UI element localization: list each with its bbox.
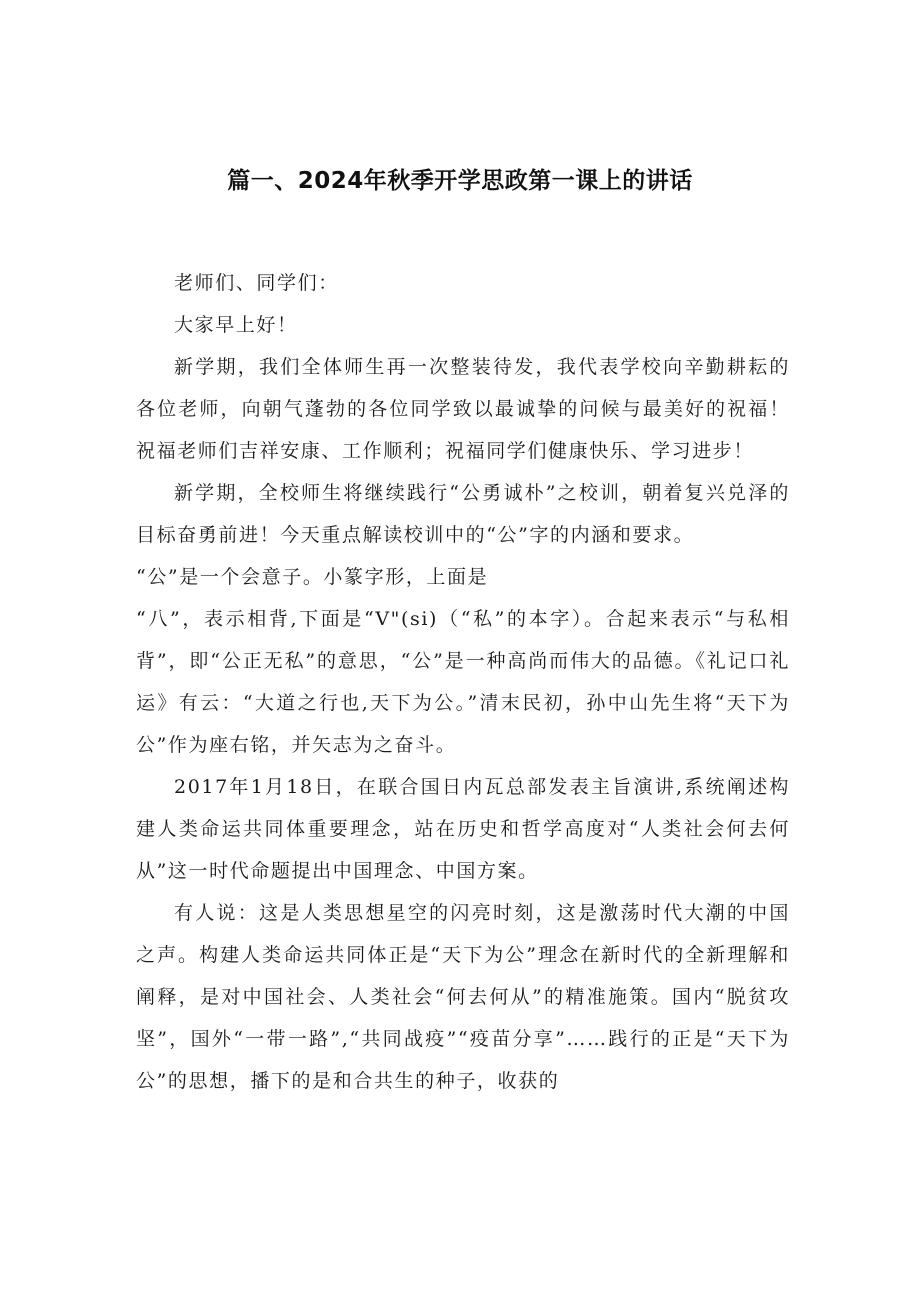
paragraph: “八”，表示相背,下面是“V"(si)（“私”的本字）。合起来表示“与私相背”，即“公正无私”的意思，“公”是一种高尚而伟大的品德。《礼记口礼运》有云：“大道之行也,天下为公。”清末民初，孙中山先生将“天下为公”作为座右铭，并矢志为之奋斗。 [136,608,790,756]
paragraph: “公”是一个会意子。小篆字形，上面是 [136,566,489,588]
paragraph: 2017年1月18日，在联合国日内瓦总部发表主旨演讲,系统阐述构建人类命运共同体重要理念，站在历史和哲学高度对“人类社会何去何从”这一时代命题提出中国理念、中国方案。 [136,776,790,882]
document-title: 篇一、2024年秋季开学思政第一课上的讲话 [227,168,693,194]
paragraph: 新学期，全校师生将继续践行“公勇诚朴”之校训，朝着复兴兑泽的目标奋勇前进！今天重点解读校训中的“公”字的内涵和要求。 [136,482,790,546]
document-body [136,262,790,1102]
paragraph: 有人说：这是人类思想星空的闪亮时刻，这是激荡时代大潮的中国之声。构建人类命运共同体正是“天下为公”理念在新时代的全新理解和阐释，是对中国社会、人类社会“何去何从”的精准施策。国内“脱贫攻坚”，国外“一带一路”,“共同战疫”“疫苗分享”……践行的正是“天下为公”的思想，播下的是和合共生的种子，收获的 [136,902,790,1092]
paragraph-greeting: 大家早上好！ [174,314,298,336]
paragraph-salutation: 老师们、同学们： [174,272,339,294]
paragraph: 新学期，我们全体师生再一次整装待发，我代表学校向辛勤耕耘的各位老师，向朝气蓬勃的各位同学致以最诚挚的问候与最美好的祝福！祝福老师们吉祥安康、工作顺利；祝福同学们健康快乐、学习进步！ [136,356,790,462]
